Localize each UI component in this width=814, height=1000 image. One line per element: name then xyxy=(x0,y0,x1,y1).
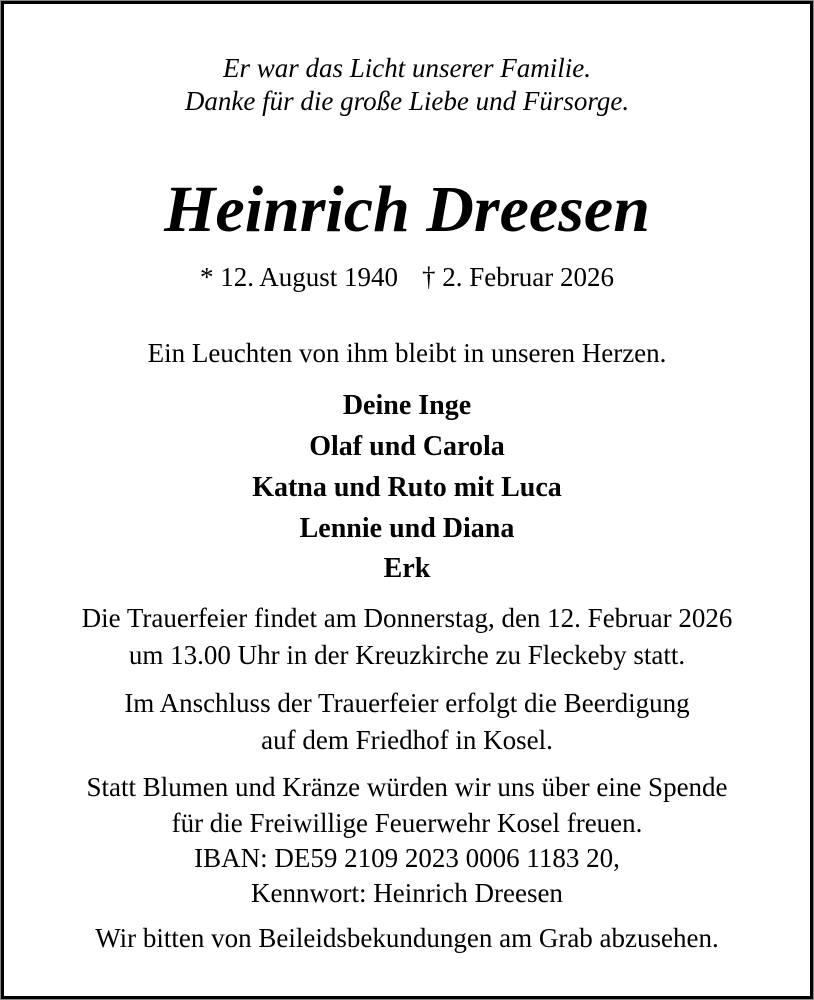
deceased-name: Heinrich Dreesen xyxy=(164,173,650,246)
death-date: † 2. Februar 2026 xyxy=(422,262,614,292)
mourner-3: Katna und Ruto mit Luca xyxy=(252,472,562,503)
mourner-4: Lennie und Diana xyxy=(299,513,515,544)
motto-line-1: Er war das Licht unserer Familie. xyxy=(223,53,591,83)
donation-line-1: Statt Blumen und Kränze würden wir uns über eine Spende xyxy=(86,772,728,802)
funeral-line-1: Die Trauerfeier findet am Donnerstag, den 12. Februar 2026 xyxy=(81,603,733,633)
mourner-5: Erk xyxy=(383,553,431,584)
funeral-line-2: um 13.00 Uhr in der Kreuzkirche zu Fleckeby statt. xyxy=(128,640,686,670)
iban: IBAN: DE59 2109 2023 0006 1183 20, xyxy=(194,843,620,873)
birth-date: * 12. August 1940 xyxy=(200,262,399,292)
closing-note: Wir bitten von Beileidsbekundungen am Grab abzusehen. xyxy=(95,923,719,953)
motto-line-2: Danke für die große Liebe und Fürsorge. xyxy=(184,86,630,116)
quote: Ein Leuchten von ihm bleibt in unseren Herzen. xyxy=(147,338,667,368)
donation-line-2: für die Freiwillige Feuerwehr Kosel freuen. xyxy=(171,808,643,838)
mourner-1: Deine Inge xyxy=(342,390,472,421)
mourner-2: Olaf und Carola xyxy=(309,431,505,462)
donation-keyword: Kennwort: Heinrich Dreesen xyxy=(251,878,563,908)
life-dates xyxy=(0,264,814,291)
burial-line-1: Im Anschluss der Trauerfeier erfolgt die Beerdigung xyxy=(124,688,690,718)
burial-line-2: auf dem Friedhof in Kosel. xyxy=(261,725,553,755)
